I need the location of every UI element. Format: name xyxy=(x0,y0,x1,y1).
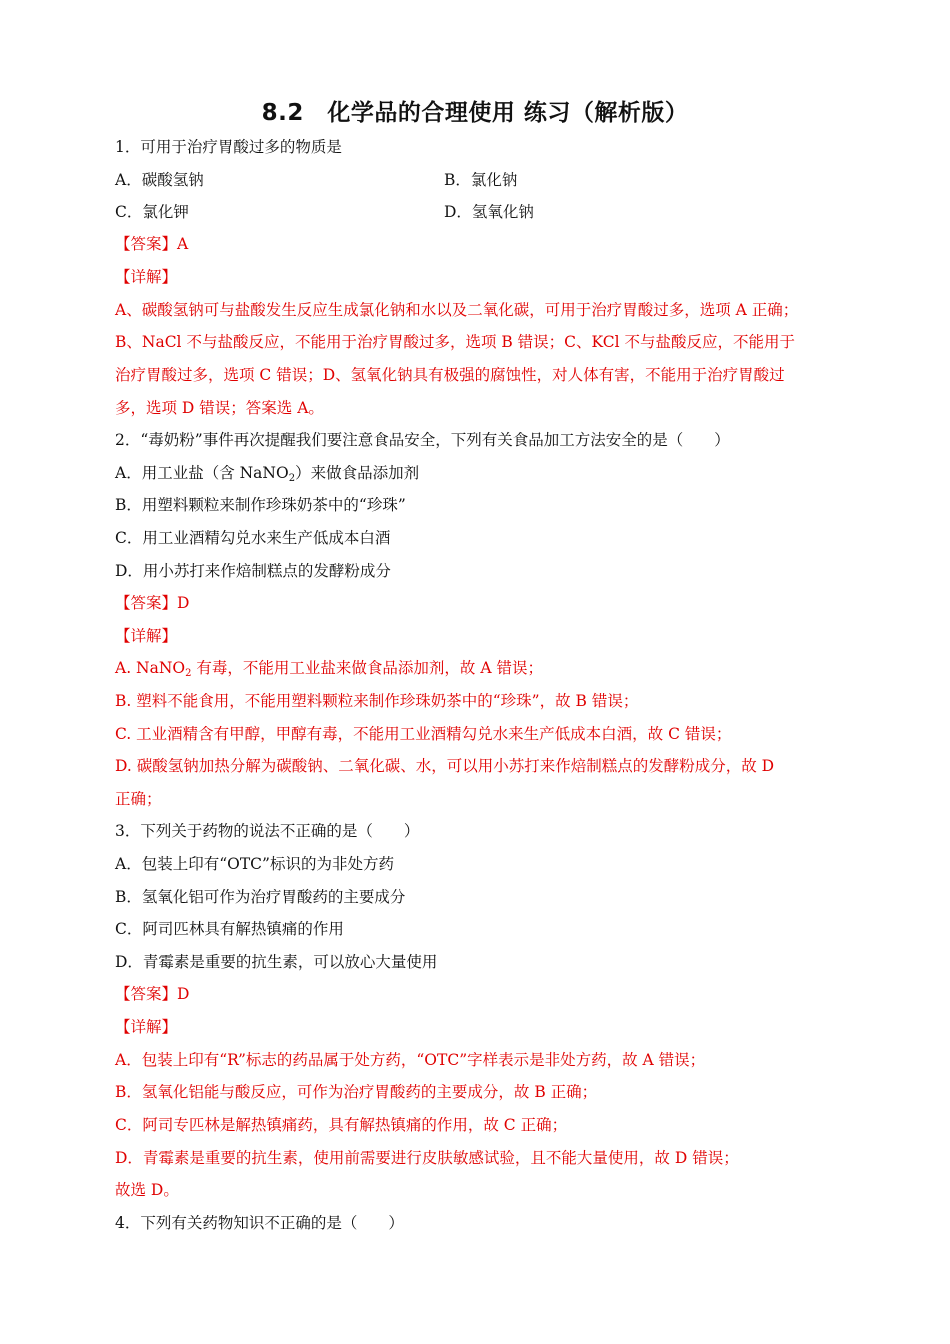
q3-detail-line: C．阿司专匹林是解热镇痛药，具有解热镇痛的作用，故 C 正确； xyxy=(115,1116,568,1134)
q2-option-c: C．用工业酒精勾兑水来生产低成本白酒 xyxy=(115,529,391,547)
q3-detail-line: 故选 D。 xyxy=(115,1181,179,1199)
q3-option-d: D．青霉素是重要的抗生素，可以放心大量使用 xyxy=(115,953,438,971)
q1-option-b: B．氯化钠 xyxy=(444,171,518,189)
q3-stem: 3．下列关于药物的说法不正确的是（ ） xyxy=(115,822,420,840)
page-title: 8.2 化学品的合理使用 练习（解析版） xyxy=(261,100,689,126)
q1-stem: 1．可用于治疗胃酸过多的物质是 xyxy=(115,138,342,156)
q3-option-b: B．氢氧化铝可作为治疗胃酸药的主要成分 xyxy=(115,888,406,906)
q3-option-c: C．阿司匹林具有解热镇痛的作用 xyxy=(115,920,344,938)
q1-option-d: D．氢氧化钠 xyxy=(444,203,534,221)
q2-stem: 2．“毒奶粉”事件再次提醒我们要注意食品安全，下列有关食品加工方法安全的是（ ） xyxy=(115,431,730,449)
q2-answer: 【答案】D xyxy=(115,594,190,612)
q2-option-d: D．用小苏打来作焙制糕点的发酵粉成分 xyxy=(115,562,391,580)
q1-answer: 【答案】A xyxy=(115,235,189,253)
q3-detail-line: A．包装上印有“R”标志的药品属于处方药，“OTC”字样表示是非处方药，故 A 错误； xyxy=(115,1051,706,1069)
q2-detail-label: 【详解】 xyxy=(115,627,178,645)
q3-detail-label: 【详解】 xyxy=(115,1018,178,1036)
q1-detail-line: A、碳酸氢钠可与盐酸发生反应生成氯化钠和水以及二氧化碳，可用于治疗胃酸过多，选项 A 正确； xyxy=(115,301,799,319)
q2-detail-line: D. 碳酸氢钠加热分解为碳酸钠、二氧化碳、水，可以用小苏打来作焙制糕点的发酵粉成分，故 D xyxy=(115,757,775,775)
q1-detail-line: 治疗胃酸过多，选项 C 错误；D、氢氧化钠具有极强的腐蚀性，对人体有害，不能用于治疗胃酸过 xyxy=(115,366,785,384)
q1-detail-line: B、NaCl 不与盐酸反应，不能用于治疗胃酸过多，选项 B 错误；C、KCl 不与盐酸反应，不能用于 xyxy=(115,333,795,351)
q1-option-c: C．氯化钾 xyxy=(115,203,189,221)
q1-detail-line: 多，选项 D 错误；答案选 A。 xyxy=(115,399,324,417)
q2-detail-line: A. NaNO$_2$ 有毒，不能用工业盐来做食品添加剂，故 A 错误； xyxy=(115,659,543,679)
q4-stem: 4．下列有关药物知识不正确的是（ ） xyxy=(115,1214,404,1232)
q2-detail-line: C. 工业酒精含有甲醇，甲醇有毒，不能用工业酒精勾兑水来生产低成本白酒，故 C 错误； xyxy=(115,725,732,743)
q2-detail-line: B. 塑料不能食用，不能用塑料颗粒来制作珍珠奶茶中的“珍珠”，故 B 错误； xyxy=(115,692,639,710)
q2-option-a: A．用工业盐（含 NaNO$_2$）来做食品添加剂 xyxy=(115,464,420,484)
q1-option-a: A．碳酸氢钠 xyxy=(115,171,204,189)
q2-option-b: B．用塑料颗粒来制作珍珠奶茶中的“珍珠” xyxy=(115,496,406,514)
q1-detail-label: 【详解】 xyxy=(115,268,178,286)
q3-answer: 【答案】D xyxy=(115,985,190,1003)
q3-option-a: A．包装上印有“OTC”标识的为非处方药 xyxy=(115,855,394,873)
q3-detail-line: D．青霉素是重要的抗生素，使用前需要进行皮肤敏感试验，且不能大量使用，故 D 错误； xyxy=(115,1149,739,1167)
q2-detail-line: 正确； xyxy=(115,790,162,808)
q3-detail-line: B．氢氧化铝能与酸反应，可作为治疗胃酸药的主要成分，故 B 正确； xyxy=(115,1083,598,1101)
